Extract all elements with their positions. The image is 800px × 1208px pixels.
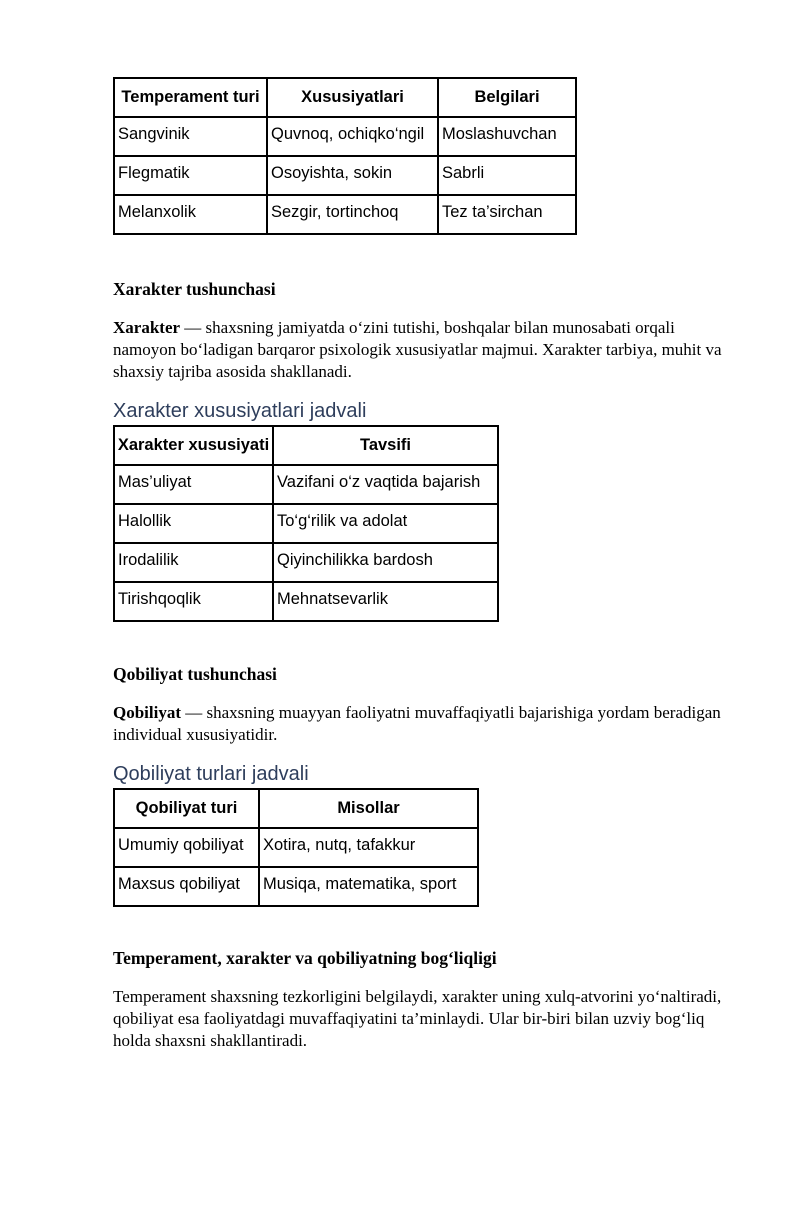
paragraph-lead-word: Qobiliyat [113, 703, 182, 722]
table-cell: Mehnatsevarlik [273, 582, 498, 621]
table-cell: Mas’uliyat [114, 465, 273, 504]
temperament-table [113, 77, 577, 235]
table-cell: Qiyinchilikka bardosh [273, 543, 498, 582]
table-cell: Moslashuvchan [438, 117, 576, 156]
table-cell: Osoyishta, sokin [267, 156, 438, 195]
paragraph-lead-word: Xarakter [113, 318, 181, 337]
section-heading-xarakter: Xarakter tushunchasi [113, 279, 276, 299]
table-cell: Sangvinik [114, 117, 267, 156]
paragraph-text: — shaxsning muayyan faoliyatni muvaffaqiyatli bajarishiga yordam beradigan individual xususiyatidir. [113, 703, 721, 744]
table-cell: Melanxolik [114, 195, 267, 234]
table-header-row [114, 426, 498, 465]
paragraph-xarakter [113, 317, 742, 383]
table-cell: Sezgir, tortinchoq [267, 195, 438, 234]
table-cell: Tez ta’sirchan [438, 195, 576, 234]
paragraph-qobiliyat [113, 702, 742, 746]
table-cell: Musiqa, matematika, sport [259, 867, 478, 906]
table-row [114, 117, 576, 156]
table-header-cell: Misollar [259, 789, 478, 828]
table-cell: Vazifani o‘z vaqtida bajarish [273, 465, 498, 504]
table-row [114, 867, 478, 906]
table-header-cell: Temperament turi [114, 78, 267, 117]
table-header-cell: Tavsifi [273, 426, 498, 465]
table-row [114, 195, 576, 234]
table-header-cell: Qobiliyat turi [114, 789, 259, 828]
table-header-cell: Xususiyatlari [267, 78, 438, 117]
table-cell: Flegmatik [114, 156, 267, 195]
xarakter-table [113, 425, 499, 622]
table-cell: Sabrli [438, 156, 576, 195]
table-title-qobiliyat: Qobiliyat turlari jadvali [113, 763, 309, 785]
table-cell: Irodalilik [114, 543, 273, 582]
table-row [114, 582, 498, 621]
table-cell: To‘g‘rilik va adolat [273, 504, 498, 543]
section-heading-bogliqlik: Temperament, xarakter va qobiliyatning bog‘liqligi [113, 948, 497, 968]
table-row [114, 828, 478, 867]
table-cell: Umumiy qobiliyat [114, 828, 259, 867]
table-header-row [114, 789, 478, 828]
table-cell: Xotira, nutq, tafakkur [259, 828, 478, 867]
document-page [0, 77, 800, 1052]
table-header-cell: Belgilari [438, 78, 576, 117]
table-row [114, 156, 576, 195]
table-header-row [114, 78, 576, 117]
table-cell: Tirishqoqlik [114, 582, 273, 621]
section-heading-qobiliyat: Qobiliyat tushunchasi [113, 664, 277, 684]
table-row [114, 465, 498, 504]
table-cell: Quvnoq, ochiqko‘ngil [267, 117, 438, 156]
table-row [114, 504, 498, 543]
table-cell: Halollik [114, 504, 273, 543]
paragraph-text: — shaxsning jamiyatda o‘zini tutishi, boshqalar bilan munosabati orqali namoyon bo‘ladigan barqaror psixologik xususiyatlar majmui. Xarakter tarbiya, muhit va shaxsiy tajriba asosida shakllanadi. [113, 318, 722, 381]
table-cell: Maxsus qobiliyat [114, 867, 259, 906]
table-header-cell: Xarakter xususiyati [114, 426, 273, 465]
paragraph-bogliqlik: Temperament shaxsning tezkorligini belgilaydi, xarakter uning xulq-atvorini yo‘naltiradi, qobiliyat esa faoliyatdagi muvaffaqiyatini ta’minlaydi. Ular bir-biri bilan uzviy bog‘liq holda shaxsni shakllantiradi. [113, 987, 722, 1050]
table-row [114, 543, 498, 582]
table-title-xarakter: Xarakter xususiyatlari jadvali [113, 400, 367, 422]
qobiliyat-table [113, 788, 479, 907]
